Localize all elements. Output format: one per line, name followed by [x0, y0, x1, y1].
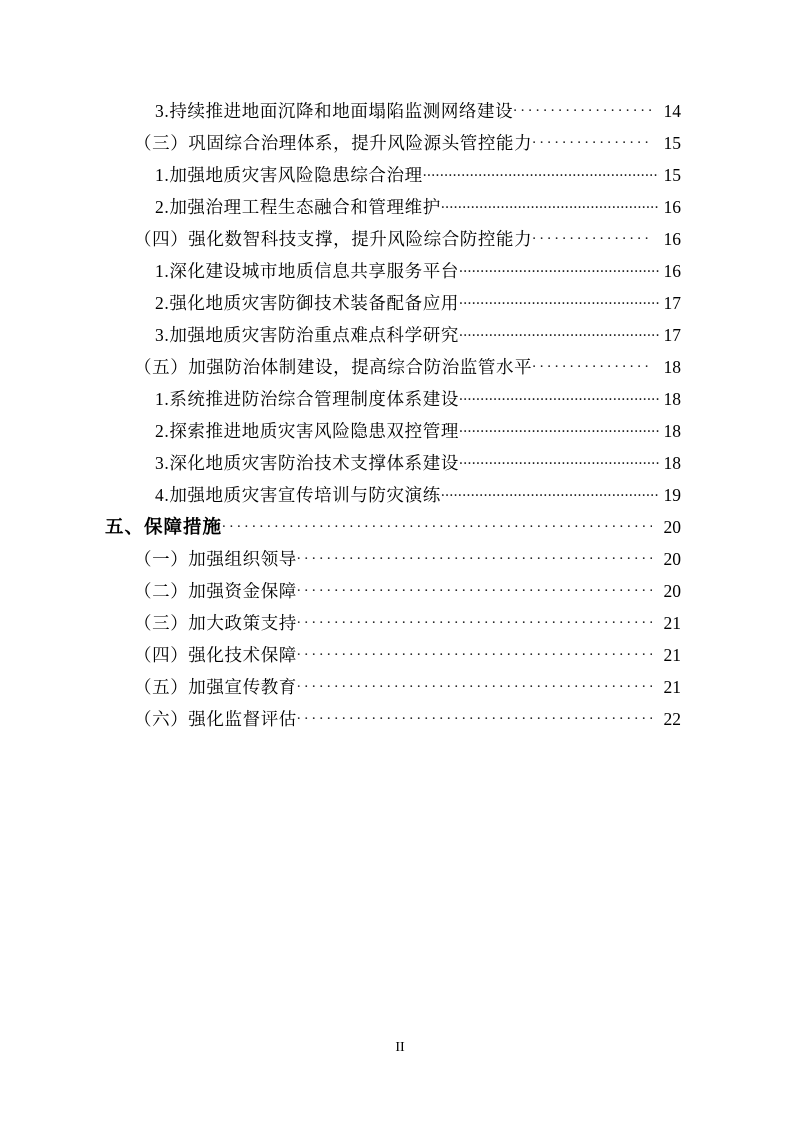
toc-entry[interactable]: [105, 95, 681, 127]
toc-entry-page-number: 20: [663, 517, 681, 537]
toc-entry[interactable]: [105, 511, 681, 543]
toc-entry[interactable]: [105, 127, 681, 159]
toc-entry-page-number: 17: [663, 325, 681, 345]
toc-entry-label: （一）加强组织领导: [134, 549, 297, 569]
toc-entry-page-number: 19: [663, 485, 681, 505]
toc-dot-leader: [459, 261, 659, 277]
toc-dot-leader: [459, 453, 659, 469]
toc-entry[interactable]: [105, 319, 681, 351]
toc-entry-label: 3.加强地质灾害防治重点难点科学研究: [155, 325, 459, 345]
toc-entry[interactable]: [105, 639, 681, 671]
toc-entry[interactable]: [105, 255, 681, 287]
toc-entry[interactable]: [105, 703, 681, 735]
toc-dot-leader: [297, 549, 652, 565]
toc-entry-label: （五）加强宣传教育: [134, 677, 297, 697]
toc-dot-leader: [222, 517, 652, 533]
toc-entry-page-number: 18: [663, 421, 681, 441]
toc-entry-label: 1.深化建设城市地质信息共享服务平台: [155, 261, 459, 281]
toc-entry-label: 2.加强治理工程生态融合和管理维护: [155, 197, 441, 217]
toc-entry[interactable]: [105, 159, 681, 191]
toc-entry-label: （二）加强资金保障: [134, 581, 297, 601]
toc-entry-page-number: 18: [663, 389, 681, 409]
toc-entry[interactable]: [105, 479, 681, 511]
toc-entry-label: 2.强化地质灾害防御技术装备配备应用: [155, 293, 459, 313]
toc-dot-leader: [423, 165, 659, 181]
toc-entry-label: 4.加强地质灾害宣传培训与防灾演练: [155, 485, 441, 505]
toc-entry[interactable]: [105, 351, 681, 383]
toc-dot-leader: [459, 389, 659, 405]
toc-entry-label: （四）强化数智科技支撑，提升风险综合防控能力: [134, 229, 533, 249]
toc-entry-page-number: 16: [663, 261, 681, 281]
toc-entry-label: 3.持续推进地面沉降和地面塌陷监测网络建设: [155, 101, 514, 121]
toc-entry-label: （五）加强防治体制建设，提高综合防治监管水平: [134, 357, 533, 377]
toc-entry[interactable]: [105, 607, 681, 639]
table-of-contents: [105, 95, 681, 735]
toc-entry-page-number: 18: [663, 453, 681, 473]
toc-dot-leader: [297, 645, 652, 661]
toc-entry-page-number: 20: [663, 549, 681, 569]
toc-entry-label: 五、保障措施: [105, 516, 223, 537]
toc-entry-page-number: 21: [663, 677, 681, 697]
toc-dot-leader: [532, 357, 652, 373]
toc-entry[interactable]: [105, 543, 681, 575]
toc-entry-label: 1.系统推进防治综合管理制度体系建设: [155, 389, 459, 409]
toc-entry-page-number: 16: [663, 229, 681, 249]
toc-entry-label: （四）强化技术保障: [134, 645, 297, 665]
toc-entry[interactable]: [105, 383, 681, 415]
toc-entry-page-number: 21: [663, 613, 681, 633]
toc-entry-label: （六）强化监督评估: [134, 709, 297, 729]
toc-entry-page-number: 18: [663, 357, 681, 377]
toc-entry[interactable]: [105, 191, 681, 223]
toc-dot-leader: [513, 101, 652, 117]
toc-dot-leader: [441, 485, 659, 501]
toc-dot-leader: [459, 421, 659, 437]
toc-entry[interactable]: [105, 447, 681, 479]
toc-dot-leader: [297, 709, 652, 725]
toc-entry[interactable]: [105, 671, 681, 703]
toc-entry-page-number: 22: [663, 709, 681, 729]
toc-entry-label: 1.加强地质灾害风险隐患综合治理: [155, 165, 423, 185]
toc-entry[interactable]: [105, 223, 681, 255]
toc-dot-leader: [459, 325, 659, 341]
toc-entry-label: （三）巩固综合治理体系，提升风险源头管控能力: [134, 133, 533, 153]
toc-entry-page-number: 17: [663, 293, 681, 313]
toc-dot-leader: [532, 133, 652, 149]
toc-entry-page-number: 20: [663, 581, 681, 601]
toc-dot-leader: [441, 197, 659, 213]
toc-entry-page-number: 15: [663, 165, 681, 185]
toc-entry-page-number: 15: [663, 133, 681, 153]
toc-dot-leader: [297, 677, 652, 693]
toc-dot-leader: [532, 229, 652, 245]
toc-entry-label: 3.深化地质灾害防治技术支撑体系建设: [155, 453, 459, 473]
toc-entry[interactable]: [105, 575, 681, 607]
toc-entry-page-number: 21: [663, 645, 681, 665]
toc-entry[interactable]: [105, 415, 681, 447]
toc-entry-label: 2.探索推进地质灾害风险隐患双控管理: [155, 421, 459, 441]
toc-entry[interactable]: [105, 287, 681, 319]
toc-entry-page-number: 14: [663, 101, 681, 121]
toc-entry-label: （三）加大政策支持: [134, 613, 297, 633]
toc-entry-page-number: 16: [663, 197, 681, 217]
toc-dot-leader: [297, 581, 652, 597]
page-number-footer: II: [395, 1040, 405, 1055]
toc-dot-leader: [459, 293, 659, 309]
toc-dot-leader: [297, 613, 652, 629]
